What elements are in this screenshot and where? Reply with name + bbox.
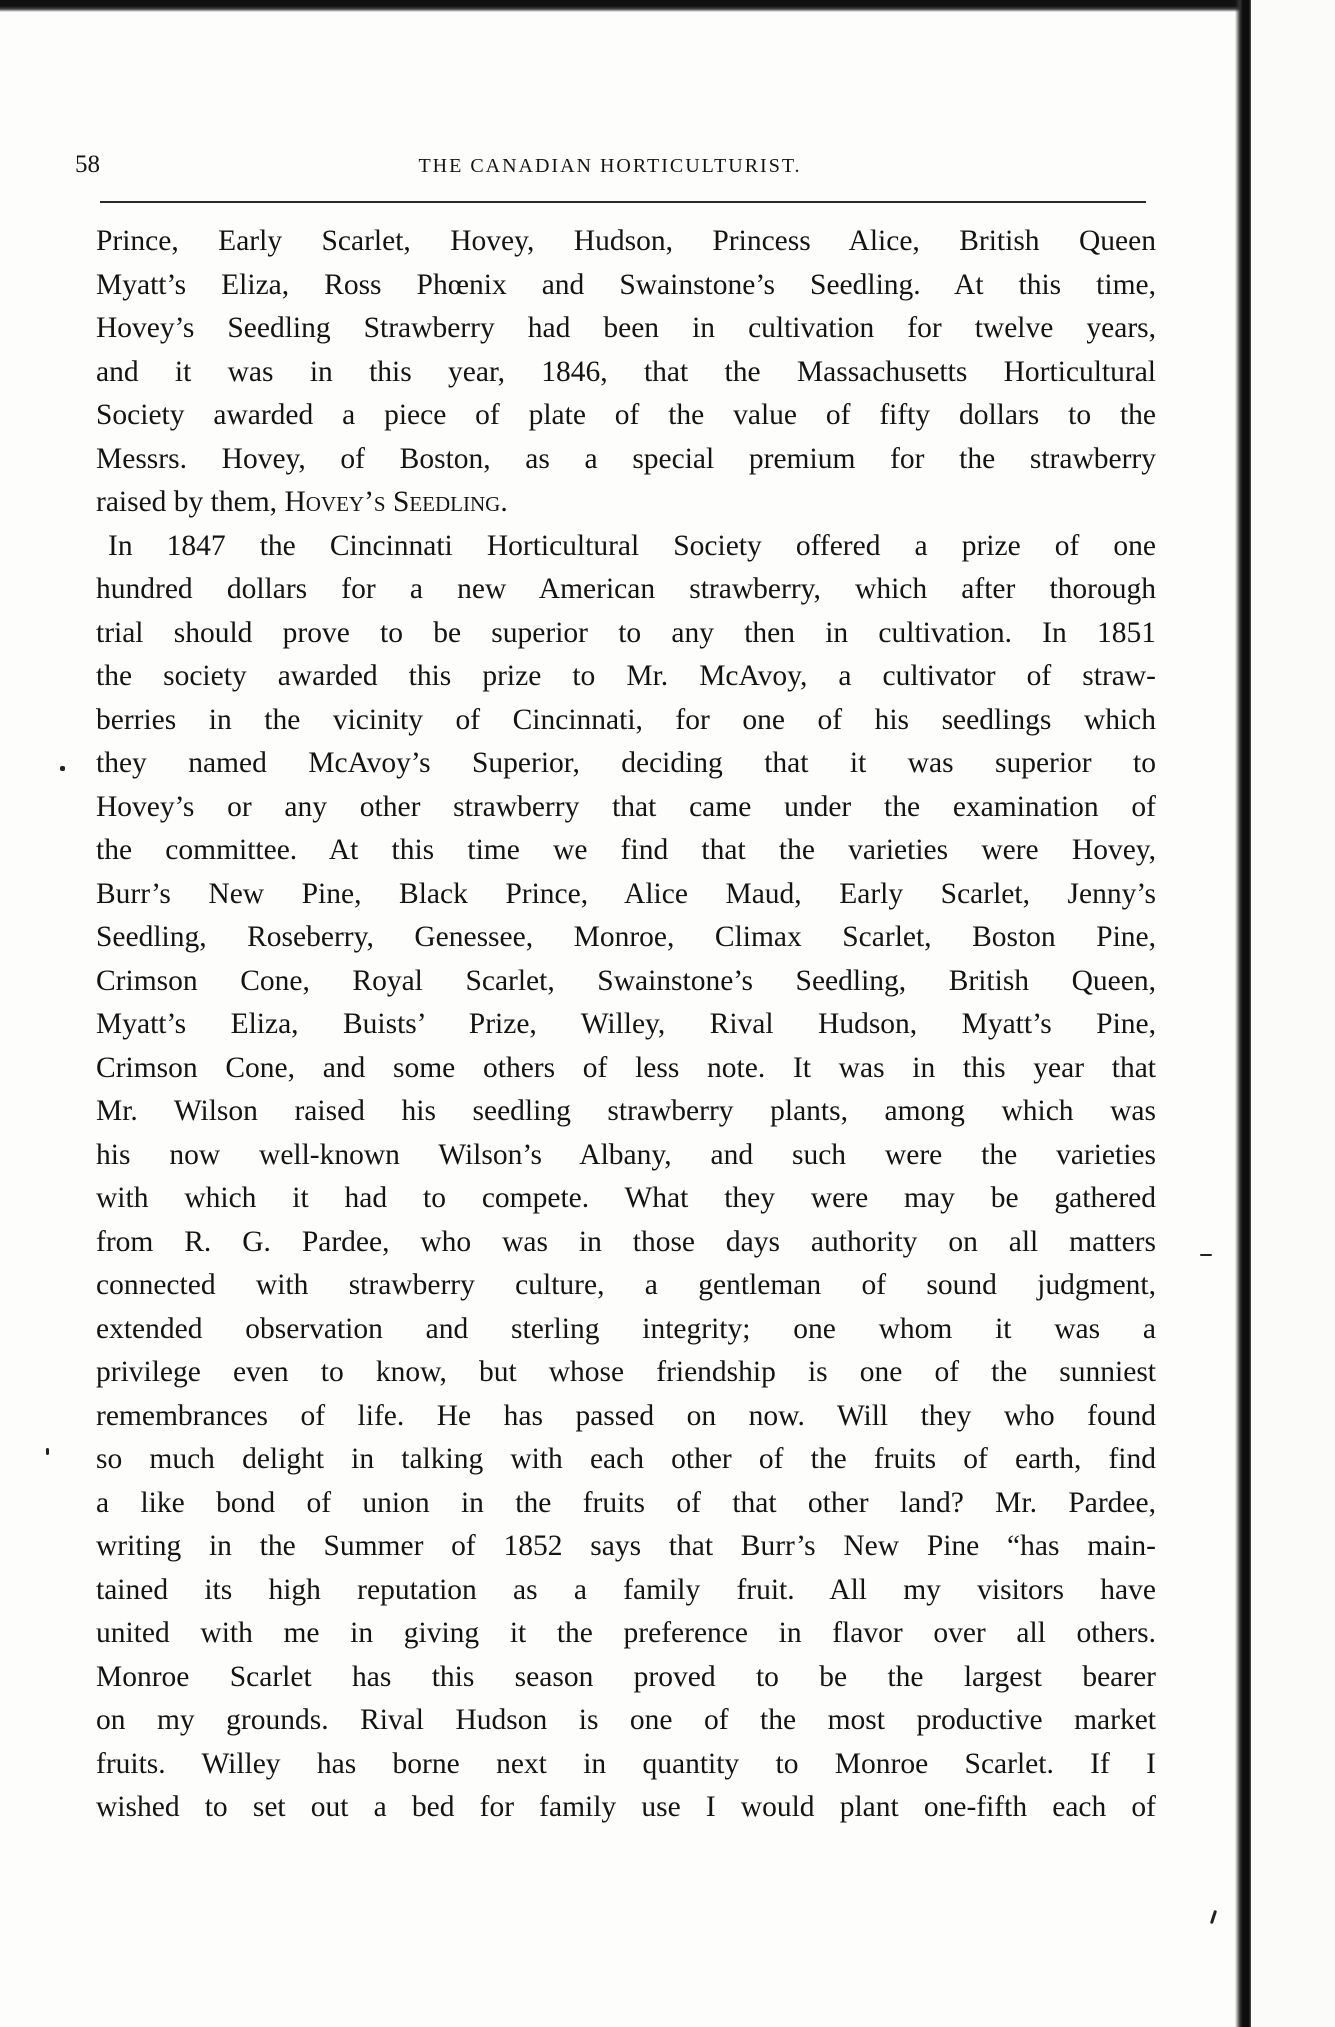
body-text (96, 220, 1156, 1830)
text-line: Messrs. Hovey, of Boston, as a special premium for the strawberry (96, 442, 1156, 475)
text-line: trial should prove to be superior to any then in cultivation. In 1851 (96, 616, 1156, 649)
page-header (75, 150, 1145, 190)
ink-speck (1200, 1254, 1212, 1256)
text-line-start: raised by them, (96, 486, 285, 518)
variety-name: Hovey’s Seedling. (284, 486, 508, 518)
text-line: Myatt’s Eliza, Ross Phœnix and Swainstone’s Seedling. At this time, (96, 268, 1156, 301)
text-line: a like bond of union in the fruits of that other land? Mr. Pardee, (96, 1486, 1156, 1519)
text-line: from R. G. Pardee, who was in those days authority on all matters (96, 1225, 1156, 1258)
text-line: wished to set out a bed for family use I would plant one-fifth each of (96, 1791, 1156, 1823)
text-line: Burr’s New Pine, Black Prince, Alice Maud, Early Scarlet, Jenny’s (96, 877, 1156, 910)
text-line: Monroe Scarlet has this season proved to be the largest bearer (96, 1660, 1156, 1693)
text-line: with which it had to compete. What they were may be gathered (96, 1182, 1156, 1214)
text-line: united with me in giving it the preference in flavor over all others. (96, 1617, 1156, 1649)
text-line: extended observation and sterling integrity; one whom it was a (96, 1312, 1156, 1345)
text-line: Crimson Cone, and some others of less note. It was in this year that (96, 1051, 1156, 1084)
text-line (96, 481, 1156, 525)
page-top-edge (0, 0, 1250, 12)
text-line: and it was in this year, 1846, that the Massachusetts Horticultural (96, 355, 1156, 388)
text-line: tained its high reputation as a family fruit. All my visitors have (96, 1573, 1156, 1606)
text-line: Hovey’s or any other strawberry that came under the examination of (96, 790, 1156, 823)
text-line: writing in the Summer of 1852 says that Burr’s New Pine “has main- (96, 1530, 1156, 1562)
text-line: Society awarded a piece of plate of the value of fifty dollars to the (96, 399, 1156, 431)
text-line: fruits. Willey has borne next in quantity to Monroe Scarlet. If I (96, 1747, 1156, 1780)
text-line: Crimson Cone, Royal Scarlet, Swainstone’s Seedling, British Queen, (96, 964, 1156, 997)
text-line: Seedling, Roseberry, Genessee, Monroe, Climax Scarlet, Boston Pine, (96, 921, 1156, 953)
page-number: 58 (75, 151, 100, 178)
text-line: so much delight in talking with each other of the fruits of earth, find (96, 1443, 1156, 1475)
text-line: connected with strawberry culture, a gentleman of sound judgment, (96, 1269, 1156, 1301)
text-line: the society awarded this prize to Mr. McAvoy, a cultivator of straw- (96, 660, 1156, 692)
running-title: THE CANADIAN HORTICULTURIST. (418, 155, 802, 177)
text-line: Hovey’s Seedling Strawberry had been in cultivation for twelve years, (96, 312, 1156, 344)
text-line: berries in the vicinity of Cincinnati, for one of his seedlings which (96, 703, 1156, 736)
text-line: on my grounds. Rival Hudson is one of the most productive market (96, 1704, 1156, 1736)
text-line: privilege even to know, but whose friendship is one of the sunniest (96, 1356, 1156, 1388)
page-right-margin (1251, 0, 1335, 2027)
paragraph-start-line: In 1847 the Cincinnati Horticultural Society offered a prize of one (108, 529, 1156, 562)
page-binding-edge (1235, 0, 1251, 2027)
text-line: they named McAvoy’s Superior, deciding that it was superior to (96, 747, 1156, 779)
ink-speck (1210, 1910, 1217, 1924)
text-line: hundred dollars for a new American strawberry, which after thorough (96, 573, 1156, 605)
text-line: remembrances of life. He has passed on now. Will they who found (96, 1399, 1156, 1432)
text-line: his now well-known Wilson’s Albany, and such were the varieties (96, 1138, 1156, 1171)
text-line: the committee. At this time we find that the varieties were Hovey, (96, 834, 1156, 866)
header-rule (100, 201, 1146, 203)
text-line: Prince, Early Scarlet, Hovey, Hudson, Princess Alice, British Queen (96, 225, 1156, 257)
ink-speck (46, 1448, 49, 1455)
text-line: Myatt’s Eliza, Buists’ Prize, Willey, Rival Hudson, Myatt’s Pine, (96, 1008, 1156, 1040)
text-line: Mr. Wilson raised his seedling strawberry plants, among which was (96, 1095, 1156, 1127)
ink-speck (60, 766, 65, 771)
